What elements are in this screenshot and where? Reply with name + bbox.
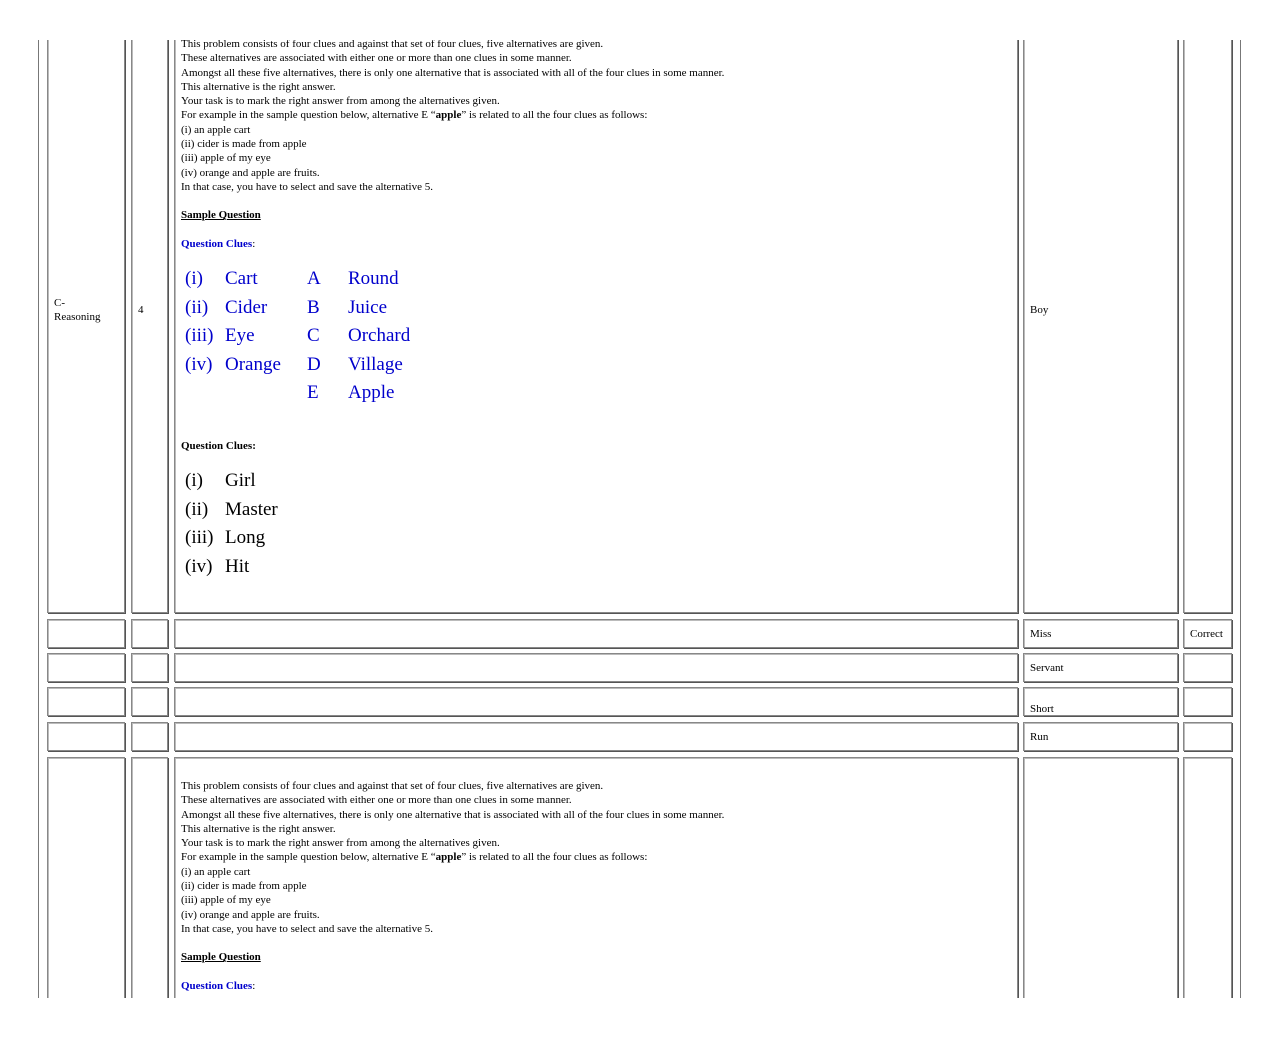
option-text: Boy (1030, 304, 1049, 316)
question-cell (174, 619, 1018, 648)
section-cell (47, 653, 125, 682)
instruction-line: (iii) apple of my eye (181, 152, 271, 165)
status-cell (1183, 687, 1232, 716)
option-cell[interactable] (1023, 687, 1178, 716)
status-cell (1183, 40, 1232, 613)
option-cell[interactable] (1023, 722, 1178, 751)
instructions-block (181, 40, 1011, 251)
question-clues-list: (i) Girl (ii) Master (iii) Long (iv) Hit (185, 470, 278, 577)
option-cell[interactable] (1023, 653, 1178, 682)
marks-cell (131, 619, 168, 648)
option-cell[interactable] (1023, 619, 1178, 648)
section-cell (47, 722, 125, 751)
section-cell (47, 757, 125, 998)
option-text: Servant (1030, 662, 1064, 674)
section-cell (47, 40, 125, 613)
instruction-line: This problem consists of four clues and against that set of four clues, five alternatives are given. (181, 40, 604, 50)
instruction-line: (iv) orange and apple are fruits. (181, 908, 320, 921)
option-text: Run (1030, 731, 1049, 743)
instruction-line: In that case, you have to select and save the alternative 5. (181, 180, 433, 193)
question-cell (174, 653, 1018, 682)
option-cell[interactable] (1023, 40, 1178, 613)
status-cell (1183, 653, 1232, 682)
status-cell (1183, 722, 1232, 751)
marks-cell (131, 40, 168, 613)
sample-clues-label: Question Clues: (181, 237, 256, 250)
section-cell (47, 619, 125, 648)
instruction-line: In that case, you have to select and save the alternative 5. (181, 922, 433, 935)
instruction-example-line: For example in the sample question below, alternative E “apple” is related to all the four clues as follows: (181, 109, 648, 122)
marks-value: 4 (138, 304, 144, 316)
marks-cell (131, 757, 168, 998)
marks-cell (131, 722, 168, 751)
question-cell (174, 687, 1018, 716)
sample-clues-label: Question Clues: (181, 979, 256, 992)
instruction-line: This problem consists of four clues and against that set of four clues, five alternatives are given. (181, 780, 604, 792)
example-bold-word: apple (435, 109, 462, 122)
marks-cell (131, 687, 168, 716)
section-cell (47, 687, 125, 716)
option-text: Short (1030, 703, 1054, 715)
status-cell (1183, 757, 1232, 998)
marks-cell (131, 653, 168, 682)
question-table (38, 40, 1241, 998)
correct-badge: Correct (1190, 628, 1223, 640)
instruction-line: (iii) apple of my eye (181, 894, 271, 907)
option-text: Miss (1030, 628, 1052, 640)
sample-clues-grid: (i) Cart A Round (ii) Cider B Juice (iii) Eye C Orchard (iv) Orange D Village E Apple (185, 268, 411, 403)
instruction-line: (ii) cider is made from apple (181, 880, 307, 893)
sample-question-label: Sample Question (181, 951, 261, 964)
instruction-line: (i) an apple cart (181, 123, 251, 136)
option-cell (1023, 757, 1178, 998)
instruction-line: (iv) orange and apple are fruits. (181, 166, 320, 179)
question-clues-label: Question Clues: (181, 440, 256, 452)
status-cell (1183, 619, 1232, 648)
instruction-line: These alternatives are associated with either one or more than one clues in some manner. (181, 52, 572, 65)
sample-question-label: Sample Question (181, 209, 261, 222)
instruction-line: (ii) cider is made from apple (181, 138, 307, 151)
instruction-line: (i) an apple cart (181, 865, 251, 878)
instruction-line: This alternative is the right answer. (181, 822, 336, 835)
instruction-line: Amongst all these five alternatives, there is only one alternative that is associated with all of the four clues in some manner. (181, 66, 725, 79)
section-label: C- Reasoning (54, 297, 101, 323)
instruction-example-line: For example in the sample question below, alternative E “apple” is related to all the four clues as follows: (181, 851, 648, 864)
instruction-line: This alternative is the right answer. (181, 80, 336, 93)
question-cell (174, 722, 1018, 751)
instruction-line: Your task is to mark the right answer from among the alternatives given. (181, 95, 500, 108)
instruction-line: Your task is to mark the right answer from among the alternatives given. (181, 837, 500, 850)
instruction-line: These alternatives are associated with either one or more than one clues in some manner. (181, 794, 572, 807)
instruction-line: Amongst all these five alternatives, there is only one alternative that is associated with all of the four clues in some manner. (181, 808, 725, 821)
instructions-block-next (181, 779, 1011, 993)
